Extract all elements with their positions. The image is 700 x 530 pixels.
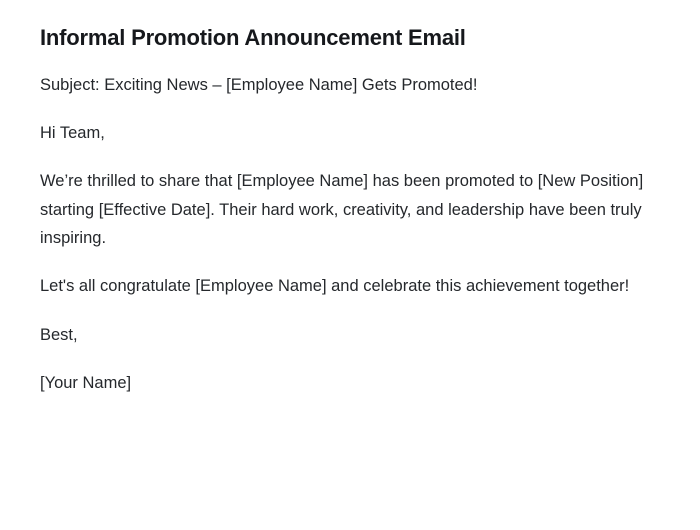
email-sender-name: [Your Name]: [40, 374, 132, 393]
email-body-paragraph-1: We’re thrilled to share that [Employee Name] has been promoted to [New Position] starting [Effective Date]. Their hard work, creativity, and leadership have been truly inspiring.: [40, 172, 644, 248]
email-signoff: Best,: [40, 325, 78, 344]
email-greeting: Hi Team,: [40, 123, 105, 142]
email-subject-line: Subject: Exciting News – [Employee Name] Gets Promoted!: [40, 75, 478, 94]
page-title: Informal Promotion Announcement Email: [40, 25, 466, 50]
email-body-paragraph-2: Let's all congratulate [Employee Name] and celebrate this achievement together!: [40, 277, 630, 296]
